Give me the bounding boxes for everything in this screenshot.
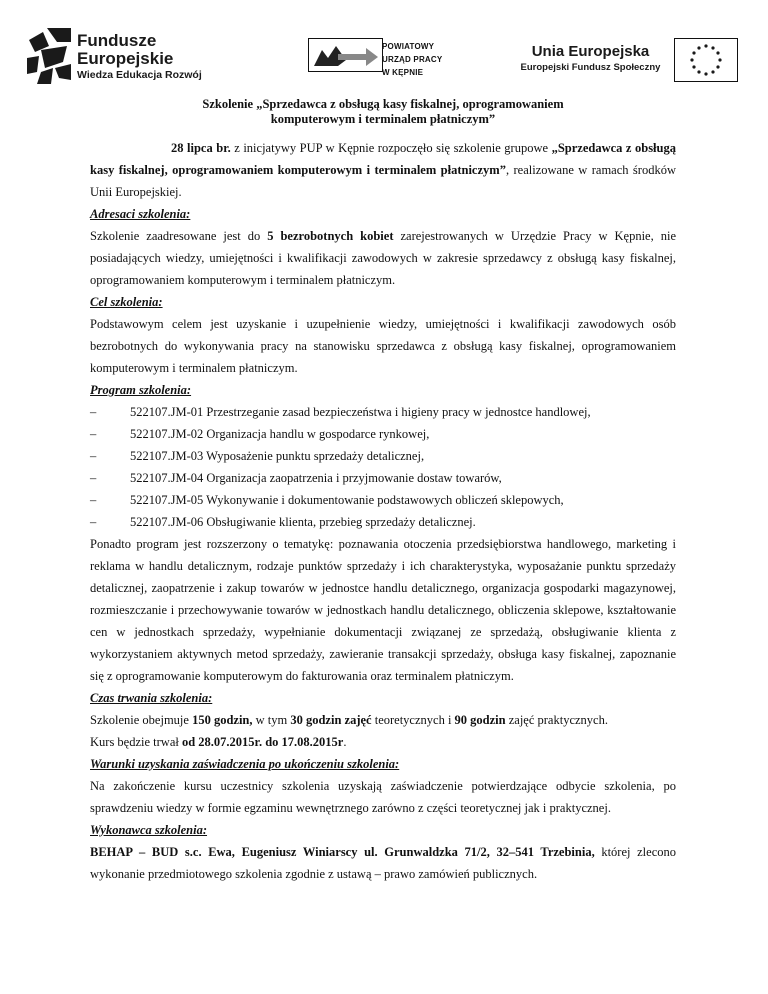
addressees-text2: zarejestrowanych w Urzędzie Pracy w Kępnie, nie posiadających wiedzy, umiejętności i kwalifikacji zawodowych w zakresie sprzedawcy z obsługą kasy fiskalnej, oprogramowaniem komputerowym i terminalem płatniczym. xyxy=(90,229,676,287)
pup-logo-text xyxy=(382,40,442,79)
goal-heading: Cel szkolenia: xyxy=(90,295,163,309)
header xyxy=(0,0,768,95)
document-body xyxy=(90,97,676,885)
program-list xyxy=(90,401,676,533)
list-item xyxy=(90,401,676,423)
program-item-text: 522107.JM-06 Obsługiwanie klienta, przebieg sprzedaży detalicznej. xyxy=(130,515,476,529)
fe-logo-line1: Fundusze xyxy=(77,31,157,50)
list-item xyxy=(90,511,676,533)
duration-practice: 90 godzin xyxy=(454,713,506,727)
program-item-text: 522107.JM-01 Przestrzeganie zasad bezpieczeństwa i higieny pracy w jednostce handlowej, xyxy=(130,405,591,419)
addressees-highlight: 5 bezrobotnych kobiet xyxy=(267,229,394,243)
eu-subtitle: Europejski Fundusz Społeczny xyxy=(520,62,661,73)
duration-total: 150 godzin, xyxy=(192,713,253,727)
duration-theory: 30 godzin zajęć xyxy=(290,713,372,727)
duration-text: zajęć praktycznych. xyxy=(505,713,608,727)
program-extended-paragraph: Ponadto program jest rozszerzony o tematykę: poznawania otoczenia przedsiębiorstwa handlowego, marketing i reklama w handlu detalicznym, rodzaje punktów sprzedaży i ich charakterystyka, wyposażanie punktu sprzedaży detalicznej, zaopatrzenie i zakup towarów w jednostce handlu detalicznego, organizacja gospodarki magazynowej, rozmieszczanie i przechowywanie towarów w jednostkach handlu detalicznego, obliczenia sklepowe, kształtowanie cen w jednostkach sprzedaży, wypełnianie dokumentacji związanej ze sprzedażą, obsługiwanie klienta z wykorzystaniem aktywnych metod sprzedaży, zawieranie transakcji sprzedaży, obsługa kasy fiskalnej, zapoznanie się z oprogramowanie komputerowym do fakturowania oraz terminalem płatniczym. xyxy=(90,537,676,683)
contractor-name: BEHAP – BUD s.c. Ewa, Eugeniusz Winiarscy ul. Grunwaldzka 71/2, 32–541 Trzebinia, xyxy=(90,845,595,859)
title-line1: Szkolenie „Sprzedawca z obsługą kasy fiskalnej, oprogramowaniem xyxy=(202,97,564,111)
fe-star-icon xyxy=(27,28,71,84)
intro-course-name: „Sprzedawca z obsługą kasy fiskalnej, oprogramowaniem komputerowym i terminalem płatniczym” xyxy=(90,141,676,177)
duration-dates: od 28.07.2015r. do 17.08.2015r xyxy=(181,735,344,749)
bullet-dash: – xyxy=(90,405,97,419)
bullet-dash: – xyxy=(90,471,97,485)
duration-text: Kurs będzie trwał xyxy=(90,735,182,749)
bullet-dash: – xyxy=(90,427,97,441)
intro-paragraph xyxy=(90,137,676,203)
pup-line1: POWIATOWY xyxy=(382,42,435,51)
pup-line2: URZĄD PRACY xyxy=(382,55,443,64)
eu-title: Unia Europejska xyxy=(531,43,650,60)
duration-paragraph xyxy=(90,709,676,753)
program-item-text: 522107.JM-03 Wyposażenie punktu sprzedaży detalicznej, xyxy=(130,449,425,463)
certificate-heading: Warunki uzyskania zaświadczenia po ukończeniu szkolenia: xyxy=(90,757,400,771)
eu-flag-icon xyxy=(674,38,738,82)
list-item xyxy=(90,445,676,467)
duration-text: w tym xyxy=(252,713,291,727)
duration-text: teoretycznych i xyxy=(371,713,455,727)
list-item xyxy=(90,489,676,511)
program-item-text: 522107.JM-04 Organizacja zaopatrzenia i przyjmowanie dostaw towarów, xyxy=(130,471,502,485)
goal-paragraph: Podstawowym celem jest uzyskanie i uzupełnienie wiedzy, umiejętności i kwalifikacji zawodowych osób bezrobotnych do wykonywania pracy na stanowisku sprzedawca z obsługą kasy fiskalnej, oprogramowaniem komputerowym i terminalem płatniczym. xyxy=(90,317,676,375)
duration-text: . xyxy=(343,735,347,749)
duration-heading: Czas trwania szkolenia: xyxy=(90,691,213,705)
duration-text: Szkolenie obejmuje xyxy=(90,713,193,727)
intro-text1: z inicjatywy PUP w Kępnie rozpoczęło się szkolenie grupowe xyxy=(230,141,552,155)
contractor-text: której zlecono wykonanie przedmiotowego szkolenia zgodnie z ustawą – prawo zamówień publicznych. xyxy=(90,845,676,881)
addressees-text1: Szkolenie zaadresowane jest do xyxy=(90,229,268,243)
bullet-dash: – xyxy=(90,515,97,529)
certificate-paragraph: Na zakończenie kursu uczestnicy szkolenia uzyskają zaświadczenie potwierdzające odbycie szkolenia, po sprawdzeniu wiedzy w formie egzaminu wewnętrznego zarówno z części teoretycznej jak i praktycznej. xyxy=(90,779,676,815)
program-heading: Program szkolenia: xyxy=(90,383,192,397)
list-item xyxy=(90,423,676,445)
fe-logo-line3: Wiedza Edukacja Rozwój xyxy=(77,69,202,81)
intro-text2: , realizowane w ramach środków Unii Europejskiej. xyxy=(90,163,676,199)
contractor-paragraph xyxy=(90,841,676,885)
bullet-dash: – xyxy=(90,449,97,463)
fe-logo-line2: Europejskie xyxy=(77,49,174,68)
title-line2: komputerowym i terminalem płatniczym” xyxy=(270,112,496,126)
addressees-heading: Adresaci szkolenia: xyxy=(90,207,191,221)
program-item-text: 522107.JM-02 Organizacja handlu w gospodarce rynkowej, xyxy=(130,427,430,441)
pup-logo-icon xyxy=(308,38,383,72)
pup-line3: W KĘPNIE xyxy=(382,68,424,77)
bullet-dash: – xyxy=(90,493,97,507)
program-item-text: 522107.JM-05 Wykonywanie i dokumentowanie podstawowych obliczeń sklepowych, xyxy=(130,493,564,507)
contractor-heading: Wykonawca szkolenia: xyxy=(90,823,208,837)
fundusze-europejskie-logo xyxy=(27,28,227,84)
eu-logo-text xyxy=(518,43,663,75)
addressees-paragraph xyxy=(90,225,676,291)
intro-date: 28 lipca br. xyxy=(171,141,231,155)
document-title xyxy=(90,97,676,127)
list-item xyxy=(90,467,676,489)
